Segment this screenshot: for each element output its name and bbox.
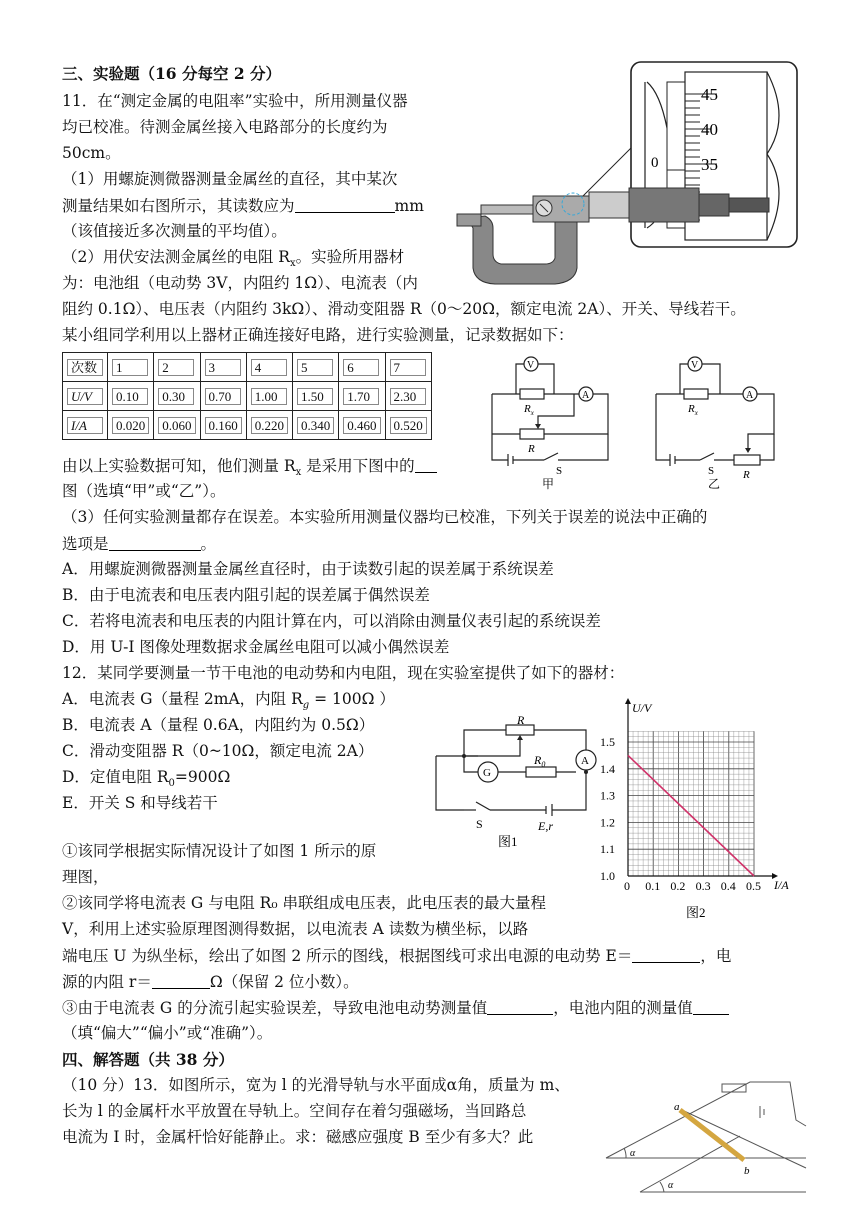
- table-cell: 1.70: [343, 388, 379, 405]
- q11-p1-text: 测量结果如右图所示，其读数应为: [62, 197, 295, 215]
- option-b: B．由于电流表和电压表内阻引起的误差属于偶然误差: [62, 586, 430, 604]
- table-cell: 0.30: [158, 388, 194, 405]
- series-line: [628, 755, 754, 876]
- table-header-cell: 次数: [67, 359, 103, 376]
- q13-line1: （10 分）13．如图所示，宽为 l 的光滑导轨与水平面成α角，质量为 m、: [62, 1076, 570, 1094]
- table-cell: 0.160: [205, 417, 242, 434]
- ammeter-label: A: [581, 755, 589, 767]
- q11-p3-text: 选项是: [62, 535, 109, 553]
- q12-step2-line3: [62, 948, 731, 965]
- x-tick-label: 0.3: [695, 879, 711, 893]
- q12-item-b: B．电流表 A（量程 0.6A，内阻约为 0.5Ω）: [62, 716, 375, 734]
- q11-line1: 11．在“测定金属的电阻率”实验中，所用测量仪器: [62, 92, 408, 110]
- q12-text: 端电压 U 为纵坐标，绘出了如图 2 所示的图线，根据图线可求出电源的电动势 E＝: [62, 947, 633, 965]
- table-cell: 0.340: [297, 417, 334, 434]
- q12-text: Ω（保留 2 位小数）。: [209, 973, 359, 991]
- y-tick-label: 1.0: [600, 869, 615, 883]
- table-cell: 0.460: [343, 417, 380, 434]
- q12-item-c: C．滑动变阻器 R（0~10Ω，额定电流 2A）: [62, 742, 374, 760]
- q12-item-text: =900Ω: [174, 768, 231, 786]
- q12-item-a: [62, 692, 395, 711]
- answer-blank[interactable]: [415, 458, 437, 473]
- table-cell: 1.00: [251, 388, 287, 405]
- y-tick-label: 1.2: [600, 815, 615, 830]
- tick-40: 40: [701, 120, 718, 139]
- answer-blank[interactable]: [693, 1000, 729, 1015]
- switch-label: S: [708, 465, 715, 477]
- data-table: [62, 352, 432, 440]
- q11-p1-line1: （1）用螺旋测微器测量金属丝的直径，其中某次: [62, 170, 398, 188]
- q11-p1-line2: [62, 198, 424, 215]
- ammeter-label: A: [582, 390, 590, 401]
- voltmeter-label: V: [527, 360, 535, 371]
- q11-p1-line3: （该值接近多次测量的平均值）。: [62, 222, 287, 240]
- q11-p2-text-end: 。实验所用器材: [295, 248, 405, 266]
- chart-ticks: [600, 735, 761, 893]
- x-tick-label: 0.5: [746, 879, 761, 893]
- table-cell: U/V: [67, 388, 103, 405]
- q12-item-e: E．开关 S 和导线若干: [62, 794, 218, 812]
- voltmeter-label: V: [691, 360, 699, 371]
- option-a: A．用螺旋测微器测量金属丝直径时，由于读数引起的误差属于系统误差: [62, 560, 554, 578]
- r-label: R: [517, 713, 525, 727]
- table-header-cell: 1: [112, 359, 148, 376]
- y-axis-label: U/V: [632, 701, 652, 715]
- table-header-cell: 6: [343, 359, 379, 376]
- q12-item-text: D．定值电阻 R: [62, 768, 169, 786]
- galvanometer-label: G: [483, 767, 491, 779]
- q13-line3: 电流为 I 时，金属杆恰好能静止。求：磁感应强度 B 至少有多大？此: [62, 1128, 534, 1146]
- tick-0: 0: [651, 155, 659, 171]
- table-cell: 0.70: [205, 388, 241, 405]
- table-cell: 0.020: [112, 417, 149, 434]
- angle-label: α: [630, 1148, 636, 1159]
- x-tick-label: 0.1: [645, 879, 661, 893]
- q12-step1-line1: ①该同学根据实际情况设计了如图 1 所示的原: [62, 842, 377, 860]
- section3-title: 三、实验题（16 分每空 2 分）: [62, 64, 282, 83]
- y-tick-label: 1.1: [600, 842, 615, 857]
- q11-p3-line1: （3）任何实验测量都存在误差。本实验所用测量仪器均已校准，下列关于误差的说法中正确的: [62, 508, 708, 526]
- point-a-label: a: [674, 1101, 680, 1113]
- micrometer-figure: [455, 58, 800, 288]
- q12-item-text: A．电流表 G（量程 2mA，内阻 R: [62, 690, 303, 708]
- r-label: R: [528, 443, 535, 455]
- table-row: [63, 353, 432, 382]
- subscript: 0: [168, 778, 175, 790]
- figure-2-caption: 图2: [686, 905, 706, 920]
- table-cell: I/A: [67, 417, 103, 434]
- table-row: [63, 411, 432, 440]
- rx-label: $R_x$: [524, 403, 534, 417]
- q13-line2: 长为 l 的金属杆水平放置在导轨上。空间存在着匀强磁场，当回路总: [62, 1102, 527, 1120]
- period: 。: [200, 535, 217, 553]
- table-header-cell: 2: [158, 359, 194, 376]
- q12-item-d: [62, 770, 230, 789]
- figure-1-caption: 图1: [498, 834, 518, 849]
- answer-blank[interactable]: [632, 948, 700, 963]
- table-header-cell: 4: [251, 359, 287, 376]
- q12-step3-line2: （填“偏大”“偏小”或“准确”）。: [62, 1024, 273, 1042]
- q11-line2: 均已校准。待测金属丝接入电路部分的长度约为: [62, 118, 388, 136]
- x-tick-label: 0.2: [670, 879, 686, 893]
- q12-text: ，电: [700, 947, 732, 965]
- x-tick-label: 0.4: [720, 879, 736, 893]
- q12-text: ③由于电流表 G 的分流引起实验误差，导致电池电动势测量值: [62, 999, 488, 1017]
- q11-p2-text: （2）用伏安法测金属丝的电阻 R: [62, 248, 290, 266]
- answer-blank[interactable]: [109, 536, 201, 551]
- q12-step2-line1: ②该同学将电流表 G 与电阻 R₀ 串联组成电压表，此电压表的最大量程: [62, 894, 546, 912]
- x-axis-label: I/A: [774, 878, 789, 892]
- chart-series: [628, 755, 754, 876]
- q12-item-text: = 100Ω ）: [309, 690, 395, 708]
- r-label: R: [743, 469, 750, 481]
- figure-1-circuit: [430, 712, 605, 852]
- subscript: g: [302, 700, 310, 712]
- circuit-yi: [650, 350, 790, 490]
- answer-blank[interactable]: [152, 974, 210, 989]
- q11-p2-line5: [62, 458, 437, 478]
- subscript: x: [295, 467, 302, 479]
- option-d: D．用 U-I 图像处理数据求金属丝电阻可以减小偶然误差: [62, 638, 450, 656]
- tick-45: 45: [701, 85, 718, 104]
- table-cell: 0.520: [390, 417, 427, 434]
- answer-blank[interactable]: [487, 1000, 553, 1015]
- q11-p2-line6: 图（选填“甲”或“乙”）。: [62, 482, 226, 500]
- rx-label: $R_x$: [688, 403, 698, 417]
- y-axis-arrow: [625, 698, 631, 704]
- tick-35: 35: [701, 155, 718, 174]
- q12-step3-line1: [62, 1000, 729, 1017]
- table-cell: 0.220: [251, 417, 288, 434]
- table-header-cell: 5: [297, 359, 333, 376]
- table-header-cell: 3: [205, 359, 241, 376]
- table-row: [63, 382, 432, 411]
- q11-line3: 50cm。: [62, 144, 121, 162]
- circuit-jia: [484, 350, 624, 490]
- option-c: C．若将电流表和电压表的内阻计算在内，可以消除由测量仪表引起的系统误差: [62, 612, 601, 630]
- circuit-name: 乙: [708, 477, 721, 490]
- x-tick-label: 0: [624, 879, 630, 893]
- q11-p3-line2: [62, 536, 216, 553]
- r0-label: $R_0$: [534, 753, 546, 769]
- q12-step2-line2: V，利用上述实验原理图测得数据，以电流表 A 读数为横坐标，以路: [62, 920, 529, 938]
- q12-text: ，电池内阻的测量值: [553, 999, 693, 1017]
- point-b-label: b: [744, 1165, 750, 1177]
- table-cell: 1.50: [297, 388, 333, 405]
- source-label: E,r: [538, 819, 553, 833]
- subscript: x: [289, 258, 296, 270]
- angle-label: α: [668, 1180, 674, 1191]
- q12-text: 源的内阻 r＝: [62, 973, 152, 991]
- table-cell: 2.30: [390, 388, 426, 405]
- table-cell: 0.060: [158, 417, 195, 434]
- q11-p2-text: 由以上实验数据可知，他们测量 R: [62, 457, 296, 475]
- switch-label: S: [476, 817, 483, 831]
- section4-title: 四、解答题（共 38 分）: [62, 1050, 234, 1069]
- q12-step2-line4: [62, 974, 359, 991]
- table-header-cell: 7: [390, 359, 426, 376]
- ammeter-label: A: [746, 390, 754, 401]
- chart-axes: [625, 698, 778, 879]
- q11-p2-line4: 某小组同学利用以上器材正确连接好电路，进行实验测量，记录数据如下：: [62, 326, 574, 344]
- y-tick-label: 1.3: [600, 788, 615, 803]
- switch-label: S: [556, 465, 563, 477]
- q13-rail-figure: [600, 1076, 810, 1200]
- circuit-name: 甲: [542, 477, 555, 490]
- q11-p2-line1: [62, 250, 404, 269]
- q11-p2-line3: 阻约 0.1Ω）、电压表（内阻约 3kΩ）、滑动变阻器 R（0～20Ω，额定电流 2A）、开关、导线若干。: [62, 300, 746, 318]
- q12-line1: 12．某同学要测量一节干电池的电动势和内电阻，现在实验室提供了如下的器材：: [62, 664, 625, 682]
- y-tick-label: 1.4: [600, 761, 615, 776]
- table-cell: 0.10: [112, 388, 148, 405]
- y-tick-label: 1.5: [600, 735, 615, 749]
- q11-p2-line2: 为：电池组（电动势 3V，内阻约 1Ω）、电流表（内: [62, 274, 418, 292]
- q11-p2-text: 是采用下图中的: [301, 457, 415, 475]
- q12-step1-line2: 理图，: [62, 868, 109, 886]
- unit-mm: mm: [394, 197, 424, 215]
- chart-grid: [628, 731, 754, 876]
- figure-2-chart: [598, 692, 808, 932]
- answer-blank[interactable]: [295, 198, 395, 213]
